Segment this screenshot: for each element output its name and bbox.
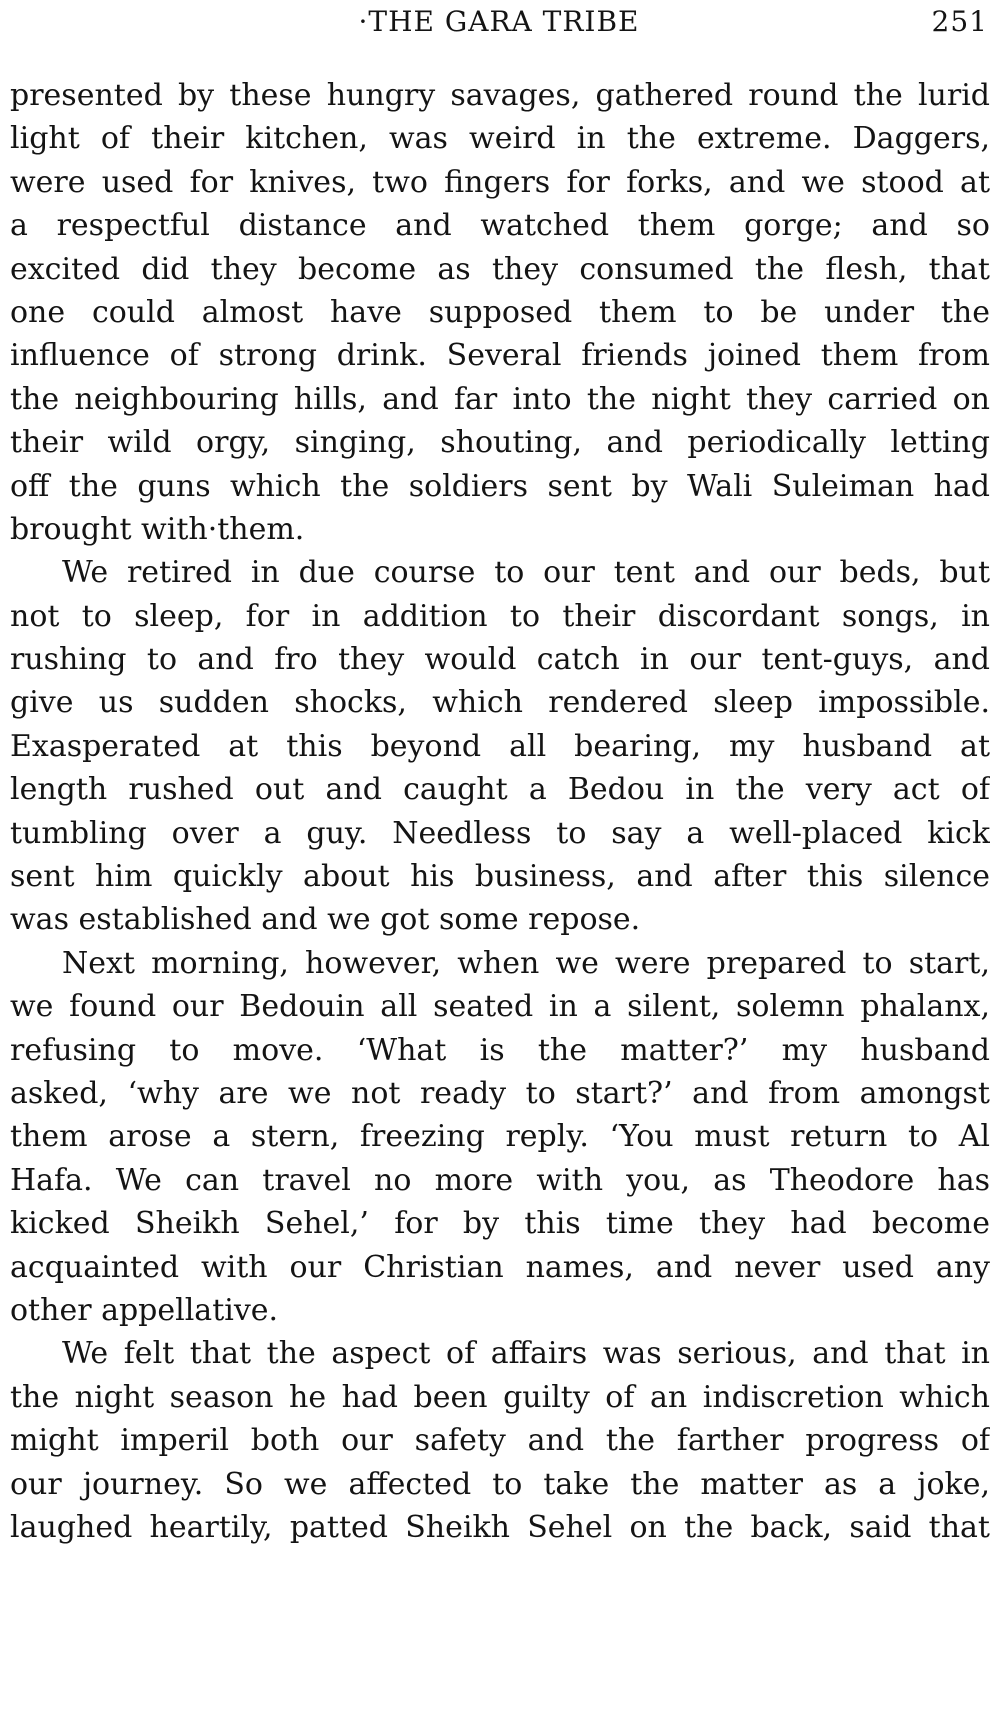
text-line: sent him quickly about his business, and after this silence bbox=[10, 859, 990, 895]
text-line: acquainted with our Christian names, and never used any bbox=[10, 1249, 990, 1285]
text-line: excited did they become as they consumed the flesh, that bbox=[10, 251, 990, 287]
text-line: kicked Sheikh Sehel,’ for by this time they had become bbox=[10, 1206, 990, 1242]
text-line: might imperil both our safety and the farther progress of bbox=[10, 1423, 990, 1459]
running-head bbox=[10, 2, 988, 42]
text-line: a respectful distance and watched them gorge; and so bbox=[10, 208, 990, 244]
text-line: Hafa. We can travel no more with you, as Theodore has bbox=[10, 1162, 990, 1198]
text-line: them arose a stern, freezing reply. ‘You must return to Al bbox=[10, 1119, 990, 1155]
text-line: length rushed out and caught a Bedou in the very act of bbox=[10, 772, 990, 808]
text-line: were used for knives, two fingers for forks, and we stood at bbox=[10, 164, 990, 200]
text-line: not to sleep, for in addition to their discordant songs, in bbox=[10, 598, 990, 634]
text-line: the night season he had been guilty of an indiscretion which bbox=[10, 1379, 990, 1415]
text-line: influence of strong drink. Several friends joined them from bbox=[10, 338, 990, 374]
text-line: We felt that the aspect of affairs was serious, and that in bbox=[62, 1336, 990, 1372]
text-line: asked, ‘why are we not ready to start?’ and from amongst bbox=[10, 1075, 990, 1111]
text-line: Next morning, however, when we were prepared to start, bbox=[62, 945, 990, 981]
text-line: we found our Bedouin all seated in a silent, solemn phalanx, bbox=[10, 989, 990, 1025]
running-title: ·THE GARA TRIBE bbox=[358, 5, 640, 38]
text-line: light of their kitchen, was weird in the extreme. Daggers, bbox=[10, 121, 990, 157]
text-line: brought with·them. bbox=[10, 511, 305, 547]
text-line: presented by these hungry savages, gathered round the lurid bbox=[10, 78, 990, 113]
text-line: refusing to move. ‘What is the matter?’ my husband bbox=[10, 1032, 990, 1068]
text-line: one could almost have supposed them to be under the bbox=[10, 294, 990, 330]
text-line: tumbling over a guy. Needless to say a well-placed kick bbox=[10, 815, 990, 851]
text-line: laughed heartily, patted Sheikh Sehel on the back, said that bbox=[10, 1509, 990, 1545]
text-line: off the guns which the soldiers sent by Wali Suleiman had bbox=[10, 468, 990, 504]
paragraph-4 bbox=[10, 1332, 990, 1549]
text-line: other appellative. bbox=[10, 1292, 279, 1328]
paragraph-2 bbox=[10, 551, 990, 942]
text-line: the neighbouring hills, and far into the night they carried on bbox=[10, 381, 990, 417]
text-line: was established and we got some repose. bbox=[10, 902, 641, 938]
text-line: We retired in due course to our tent and our beds, but bbox=[62, 555, 990, 591]
paragraph-3 bbox=[10, 942, 990, 1333]
paragraph-1 bbox=[10, 74, 990, 551]
body-text bbox=[10, 74, 990, 1549]
text-line: give us sudden shocks, which rendered sleep impossible. bbox=[10, 685, 990, 721]
text-line: rushing to and fro they would catch in our tent-guys, and bbox=[10, 642, 990, 678]
text-line: Exasperated at this beyond all bearing, my husband at bbox=[10, 728, 990, 764]
text-line: their wild orgy, singing, shouting, and periodically letting bbox=[10, 425, 990, 461]
page-number: 251 bbox=[931, 5, 988, 38]
text-line: our journey. So we affected to take the matter as a joke, bbox=[10, 1466, 990, 1502]
